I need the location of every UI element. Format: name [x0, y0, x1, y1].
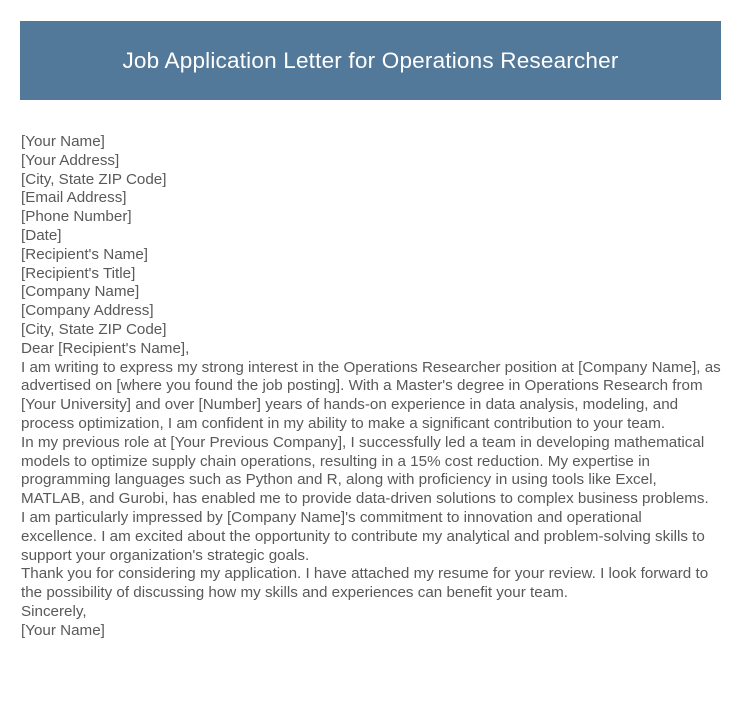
letter-line: [Recipient's Title]: [21, 264, 136, 282]
letter-line: [Your Address]: [21, 151, 120, 169]
letter-line: Dear [Recipient's Name],: [21, 339, 190, 357]
letter-line: [Company Name]: [21, 283, 140, 301]
letter-line: [Your Name]: [21, 621, 105, 639]
letter-paragraph: In my previous role at [Your Previous Company], I successfully led a team in developing mathematical models to optimize supply chain operations, resulting in a 15% cost reduction. My expertise in programming languages such as Python and R, along with proficiency in using tools like Excel, MATLAB, and Gurobi, has enabled me to provide data-driven solutions to complex business problems.: [21, 433, 709, 508]
letter-paragraph: Thank you for considering my application. I have attached my resume for your review. I look forward to the possibility of discussing how my skills and experiences can benefit your team.: [21, 565, 709, 602]
letter-line: Sincerely,: [21, 602, 87, 620]
letter-paragraph: I am particularly impressed by [Company Name]'s commitment to innovation and operational excellence. I am excited about the opportunity to contribute my analytical and problem-solving skills to support your organization's strategic goals.: [21, 508, 705, 564]
letter-line: [Date]: [21, 226, 62, 244]
document-header-banner: [20, 21, 721, 100]
letter-body: [21, 133, 721, 641]
letter-line: [City, State ZIP Code]: [21, 170, 167, 188]
letter-line: [Your Name]: [21, 133, 105, 150]
page-title: Job Application Letter for Operations Researcher: [122, 48, 619, 73]
letter-line: [City, State ZIP Code]: [21, 320, 167, 338]
letter-line: [Phone Number]: [21, 208, 132, 226]
letter-line: [Company Address]: [21, 302, 154, 320]
letter-line: [Recipient's Name]: [21, 245, 148, 263]
letter-paragraph: I am writing to express my strong interest in the Operations Researcher position at [Company Name], as advertised on [where you found the job posting]. With a Master's degree in Operations Research from [Your University] and over [Number] years of hands-on experience in data analysis, modeling, and process optimization, I am confident in my ability to make a significant contribution to your team.: [21, 358, 721, 432]
letter-line: [Email Address]: [21, 189, 127, 207]
